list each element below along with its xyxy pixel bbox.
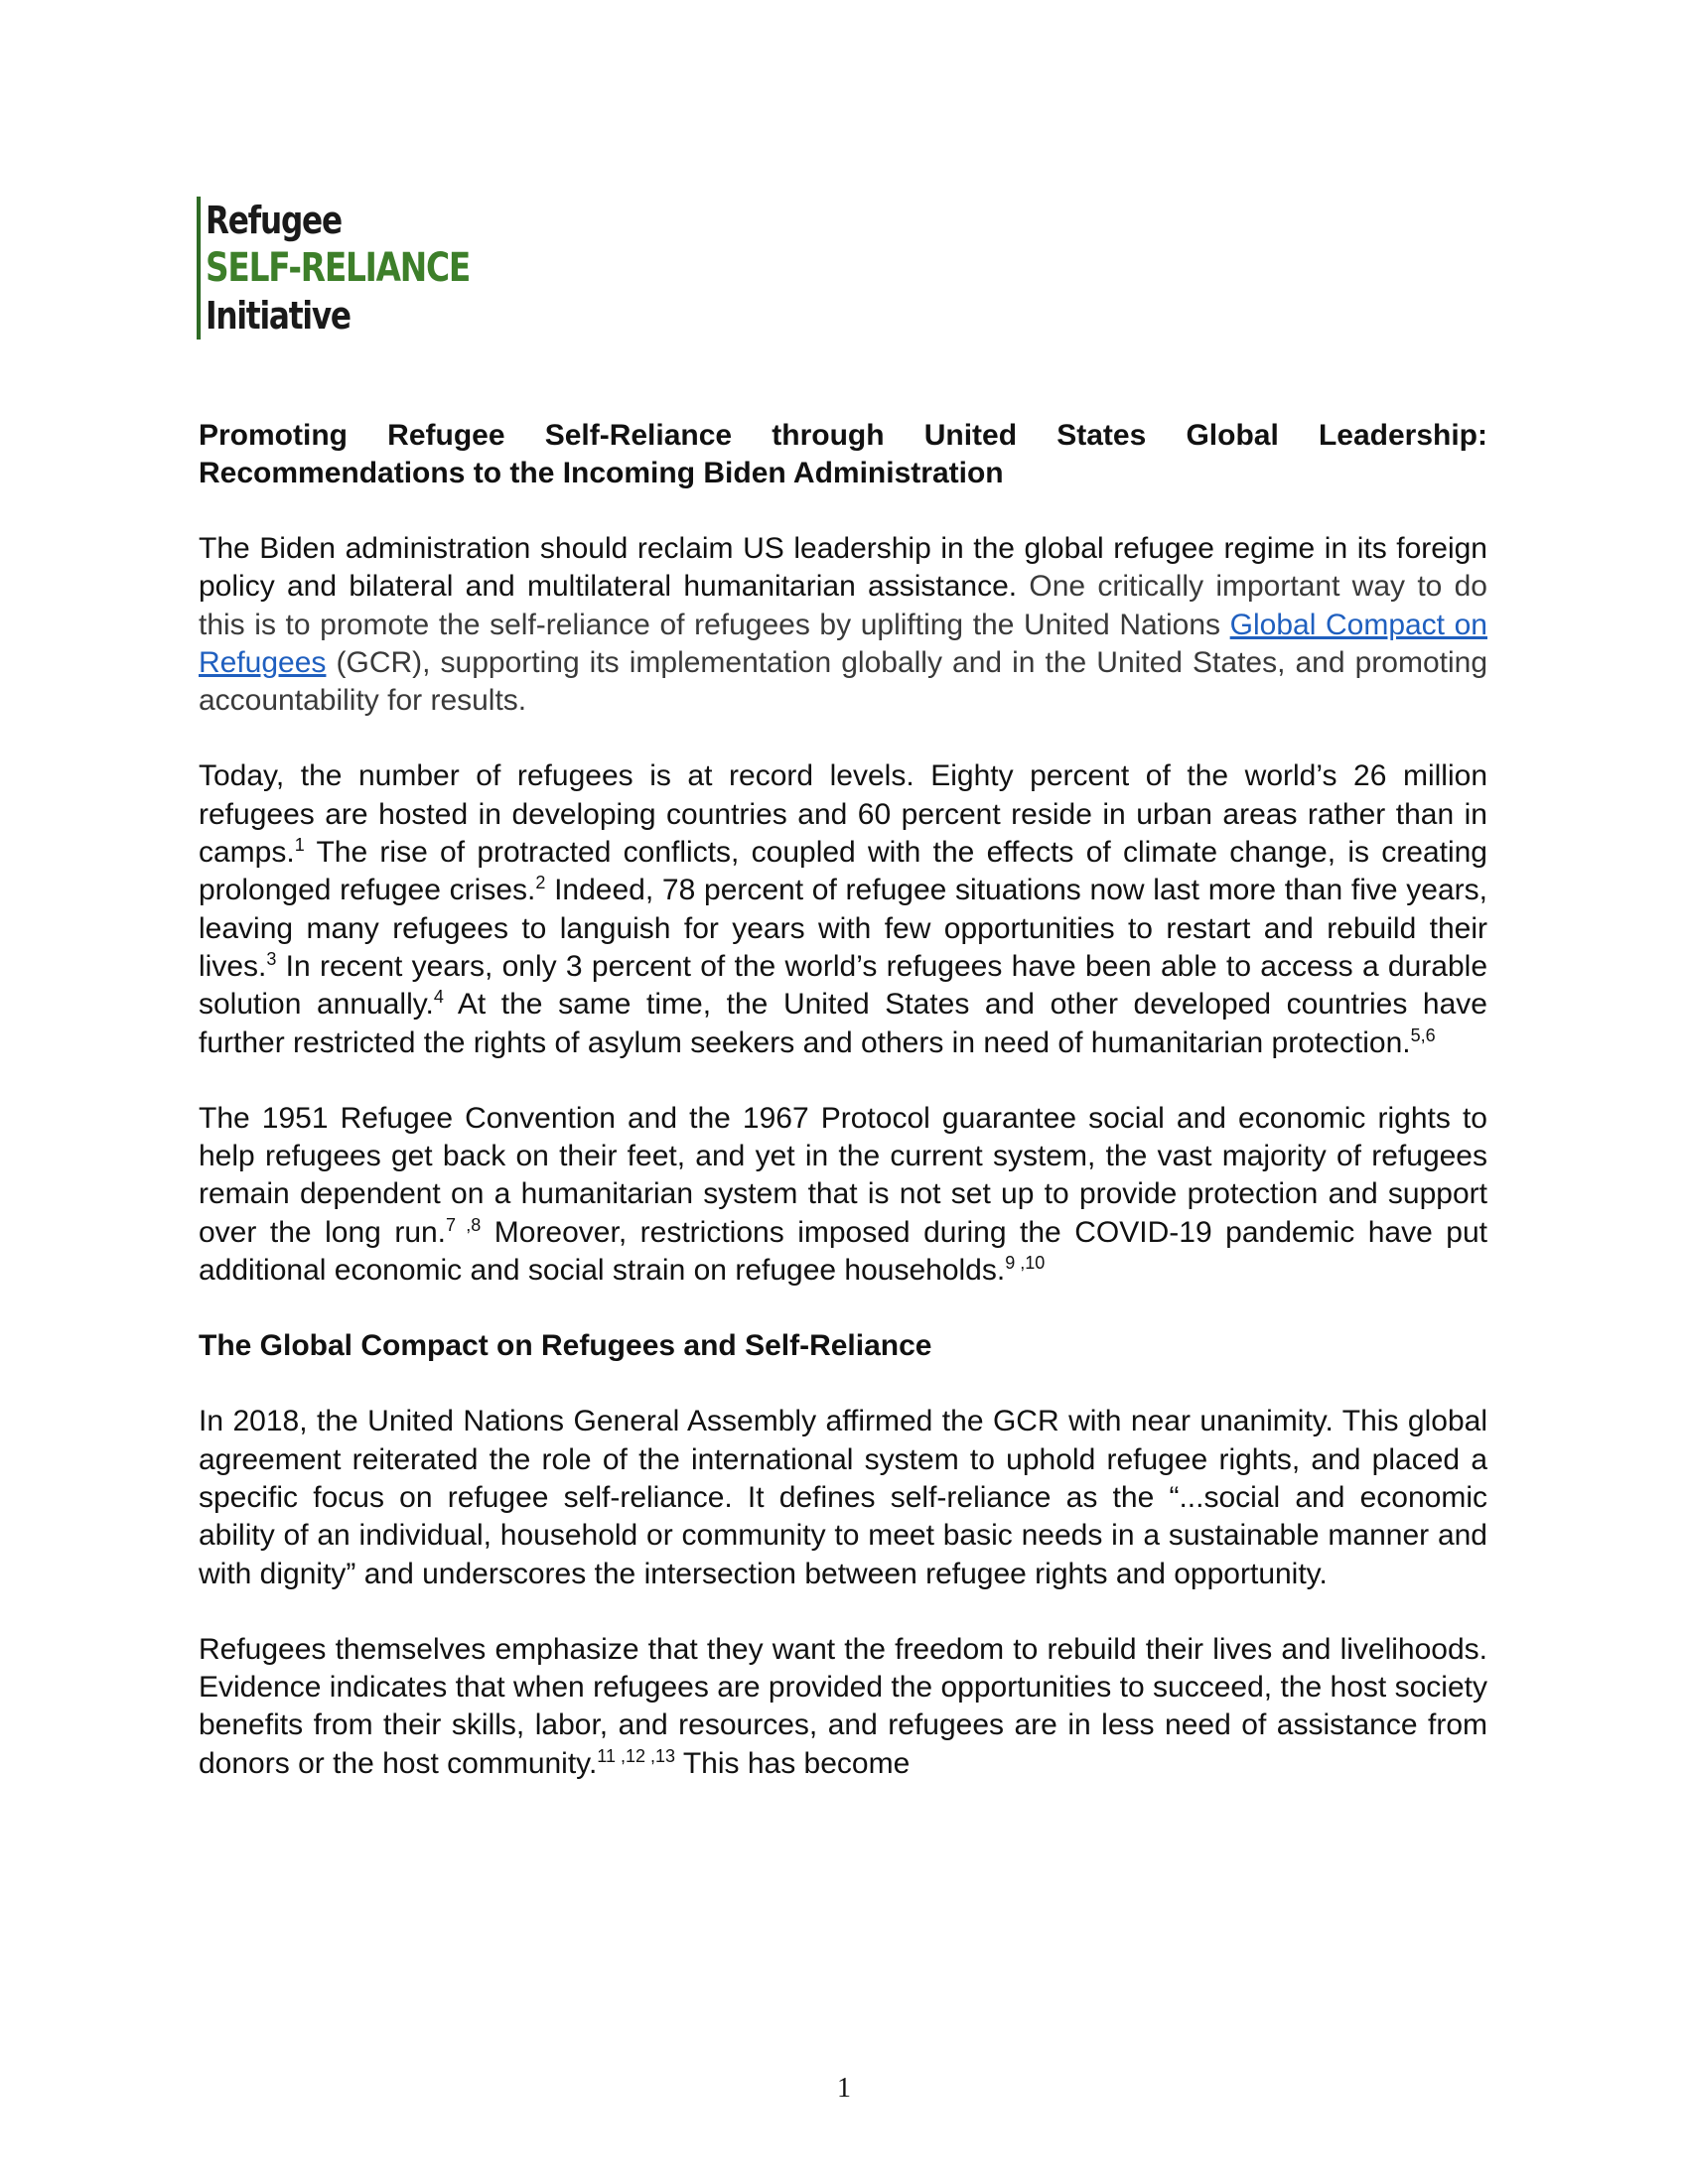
intro-text-c: (GCR), supporting its implementation globally and in the United States, and promoting accountability for results. (199, 645, 1487, 718)
p2-sentence-5: At the same time, the United States and other developed countries have further restricted the rights of asylum seekers and others in need of humanitarian protection. (199, 988, 1487, 1059)
p3-sentence-2: Moreover, restrictions imposed during the COVID-19 pandemic have put additional economic and social strain on refugee households. (199, 1215, 1488, 1288)
p3-sentence-1: The 1951 Refugee Convention and the 1967 Protocol guarantee social and economic rights to help refugees get back on their feet, and yet in the current system, the vast majority of refugees remain dependent on a humanitarian system that is not set up to provide protection and support over the long run. (199, 1101, 1487, 1249)
logo-line-initiative: Initiative (206, 294, 351, 338)
p5-sentence-1: Refugees themselves emphasize that they want the freedom to rebuild their lives and livelihoods. Evidence indicates that when refugees are provided the opportunities to succeed, the host society benefits from their skills, labor, and resources, and refugees are in less need of assistance from donors or the host community. (199, 1632, 1487, 1780)
section-heading: The Global Compact on Refugees and Self-Reliance (199, 1329, 932, 1363)
p5-sentence-2: This has become (675, 1746, 911, 1780)
intro-text-a: The Biden administration should reclaim US leadership in the global refugee regime in its foreign policy and bilateral and multilateral humanitarian assistance. (199, 532, 1487, 604)
intro-text-b: One critically important way to do this is to promote the self-reliance of refugees by uplifting the United Nations (199, 570, 1487, 641)
footnote-ref-9-10: 9 ,10 (1005, 1253, 1046, 1274)
refugee-self-reliance-initiative-logo (197, 197, 470, 340)
paragraph-gcr-2018: In 2018, the United Nations General Assembly affirmed the GCR with near unanimity. This global agreement reiterated the role of the international system to uphold refugee rights, and placed a specific focus on refugee self-reliance. It defines self-reliance as the “...social and economic ability of an individual, household or community to meet basic needs in a sustainable manner and with dignity” and underscores the intersection between refugee rights and opportunity. (199, 1405, 1487, 1590)
footnote-ref-7-8: 7 ,8 (446, 1214, 482, 1235)
footnote-ref-5-6: 5,6 (1410, 1024, 1436, 1045)
p2-sentence-3: Indeed, 78 percent of refugee situations now last more than five years, leaving many refugees to languish for years with few opportunities to restart and rebuild their lives. (199, 874, 1488, 983)
footnote-ref-11-13: 11 ,12 ,13 (597, 1745, 676, 1766)
logo-line-refugee: Refugee (206, 199, 342, 242)
p2-sentence-2: The rise of protracted conflicts, coupled with the effects of climate change, is creating prolonged refugee crises. (199, 836, 1487, 907)
logo-line-self-reliance: SELF-RELIANCE (206, 245, 471, 291)
footnote-ref-4: 4 (433, 987, 444, 1008)
paragraph-intro (199, 530, 1487, 720)
document-title (199, 417, 1487, 492)
title-line-1: Promoting Refugee Self-Reliance through United States Global Leadership: (199, 419, 1487, 452)
paragraph-convention (199, 1100, 1487, 1290)
page-number: 1 (837, 2073, 851, 2104)
p2-sentence-1: Today, the number of refugees is at record levels. Eighty percent of the world’s 26 million refugees are hosted in developing countries and 60 percent reside in urban areas rather than in camps. (199, 759, 1487, 870)
global-compact-link[interactable]: Global Compact on Refugees (199, 608, 1487, 679)
p2-sentence-4: In recent years, only 3 percent of the world’s refugees have been able to access a durable solution annually. (199, 949, 1487, 1022)
paragraph-refugees-emphasize (199, 1631, 1487, 1783)
footnote-ref-1: 1 (294, 835, 305, 856)
footnote-ref-2: 2 (535, 873, 546, 893)
paragraph-record-levels (199, 757, 1487, 1061)
title-line-2: Recommendations to the Incoming Biden Administration (199, 457, 1004, 489)
document-body (199, 417, 1487, 1821)
footnote-ref-3: 3 (266, 948, 277, 969)
